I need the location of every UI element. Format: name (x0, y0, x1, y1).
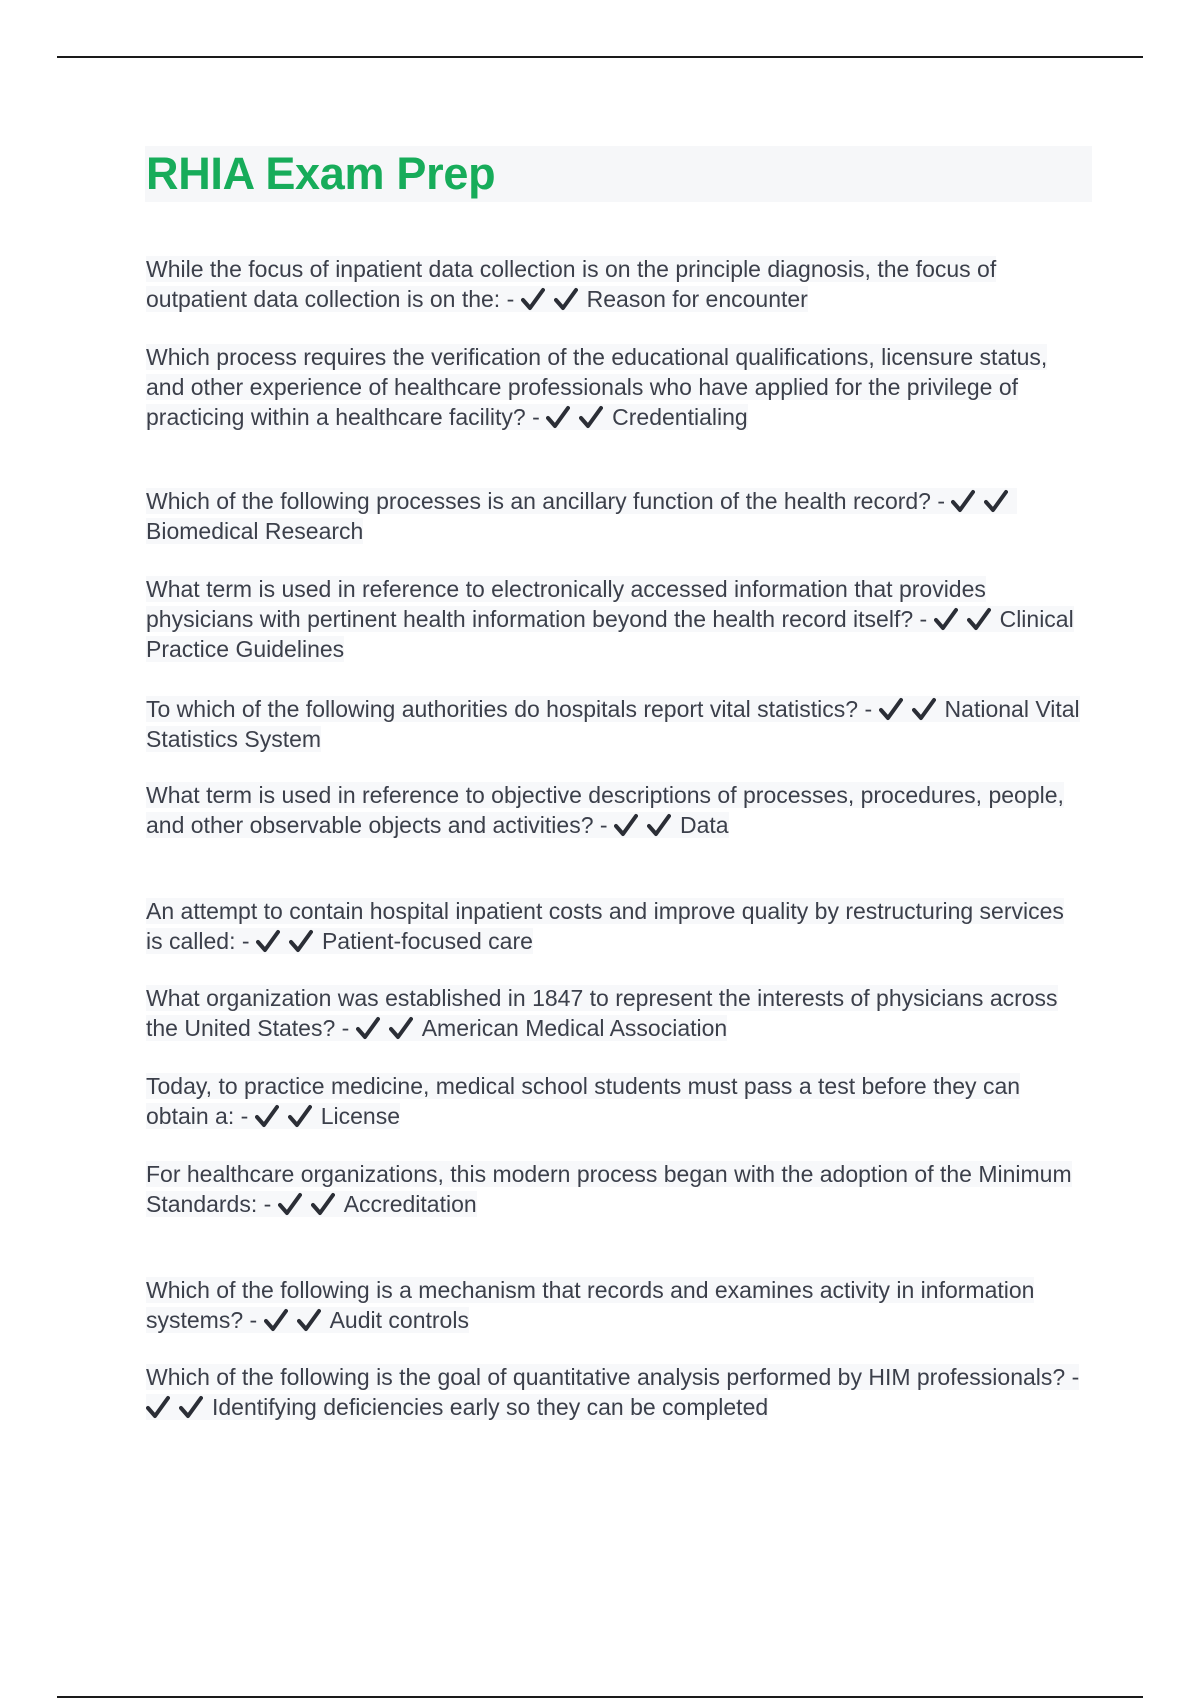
qa-item (146, 486, 1086, 546)
footer-rule (57, 1696, 1143, 1698)
check-icon (951, 489, 975, 513)
separator: - (234, 1103, 255, 1129)
check-icon (179, 1395, 203, 1419)
qa-item (146, 1071, 1086, 1131)
check-icon (554, 287, 578, 311)
check-icon (647, 813, 671, 837)
question-text: To which of the following authorities do hospitals report vital statistics? (146, 696, 859, 722)
check-icon (256, 929, 280, 953)
qa-item (146, 574, 1086, 664)
answer-text: Patient-focused care (321, 928, 533, 954)
qa-item (146, 780, 1086, 840)
question-text: While the focus of inpatient data collection is on the principle diagnosis, the focus of outpatient data collection is on the: (146, 256, 997, 312)
question-text: What term is used in reference to electronically accessed information that provides physicians with pertinent health information beyond the health record itself? (146, 576, 986, 632)
answer-text: Identifying deficiencies early so they can be completed (212, 1394, 769, 1420)
separator: - (858, 696, 879, 722)
check-icon (311, 1192, 335, 1216)
separator: - (930, 488, 952, 514)
answer-text: Accreditation (343, 1191, 477, 1217)
check-icon (264, 1308, 288, 1332)
separator: - (1065, 1364, 1080, 1390)
check-icon (967, 607, 991, 631)
question-text: What term is used in reference to objective descriptions of processes, procedures, people, and other observable objects and activities? (146, 782, 1064, 838)
check-icon (278, 1192, 302, 1216)
check-icon (912, 697, 936, 721)
answer-text: National Vital Statistics System (146, 696, 1080, 752)
qa-item (146, 1159, 1086, 1219)
check-icon (288, 1104, 312, 1128)
document-title: RHIA Exam Prep (146, 148, 496, 199)
separator: - (593, 812, 614, 838)
question-text: Today, to practice medicine, medical school students must pass a test before they can obtain a: (146, 1073, 1021, 1129)
answer-text: Clinical Practice Guidelines (146, 606, 1074, 662)
question-text: Which of the following is the goal of quantitative analysis performed by HIM professionals? (146, 1364, 1066, 1390)
qa-item (146, 983, 1086, 1043)
question-text: An attempt to contain hospital inpatient costs and improve quality by restructuring services is called: (146, 898, 1064, 954)
check-icon (579, 405, 603, 429)
qa-item (146, 1275, 1086, 1335)
answer-text: Biomedical Research (146, 518, 364, 544)
qa-item (146, 1362, 1086, 1422)
question-text: Which of the following processes is an ancillary function of the health record? (146, 488, 931, 514)
separator: - (913, 606, 934, 632)
qa-item (146, 694, 1086, 754)
qa-item (146, 896, 1086, 956)
qa-item (146, 342, 1086, 432)
check-icon (255, 1104, 279, 1128)
check-icon (546, 405, 570, 429)
answer-text: Data (679, 812, 729, 838)
check-icon (934, 607, 958, 631)
header-rule (57, 56, 1143, 58)
separator: - (257, 1191, 278, 1217)
question-text: What organization was established in 1847 to represent the interests of physicians across the United States? (146, 985, 1058, 1041)
question-text: Which process requires the verification of the educational qualifications, licensure status, and other experience of healthcare professionals who have applied for the privilege of practicing within a healthcare facility? (146, 344, 1048, 430)
separator: - (335, 1015, 356, 1041)
separator: - (500, 286, 521, 312)
question-text: For healthcare organizations, this modern process began with the adoption of the Minimum Standards: (146, 1161, 1072, 1217)
answer-text: American Medical Association (421, 1015, 728, 1041)
check-icon (984, 489, 1008, 513)
question-text: Which of the following is a mechanism that records and examines activity in information systems? (146, 1277, 1035, 1333)
separator: - (243, 1307, 264, 1333)
check-icon (614, 813, 638, 837)
separator: - (525, 404, 547, 430)
check-icon (289, 929, 313, 953)
check-icon (389, 1016, 413, 1040)
check-icon (146, 1395, 170, 1419)
answer-text: Audit controls (329, 1307, 469, 1333)
answer-text: License (320, 1103, 400, 1129)
answer-text: Reason for encounter (586, 286, 808, 312)
check-icon (356, 1016, 380, 1040)
check-icon (879, 697, 903, 721)
answer-text: Credentialing (612, 404, 748, 430)
separator: - (235, 928, 256, 954)
check-icon (521, 287, 545, 311)
qa-item (146, 254, 1086, 314)
check-icon (297, 1308, 321, 1332)
